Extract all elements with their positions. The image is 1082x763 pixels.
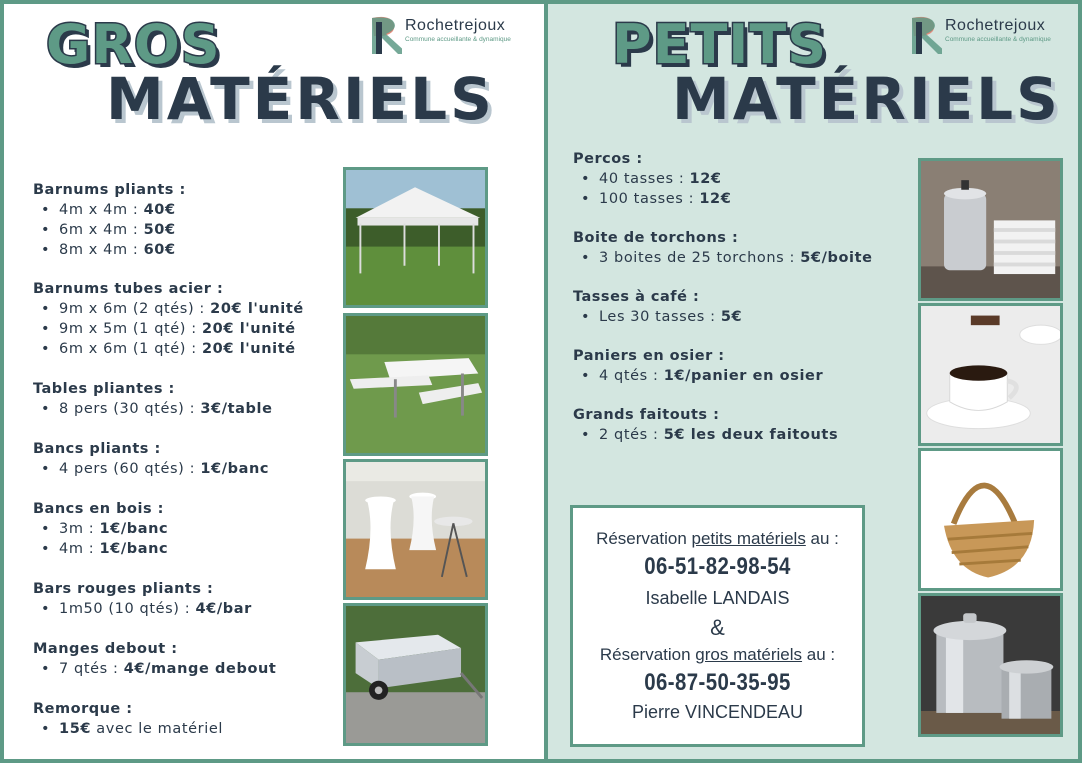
ampersand: & bbox=[710, 615, 725, 640]
section-bars-rouges-pliants bbox=[33, 579, 333, 619]
photo-remorque-trailer bbox=[343, 603, 488, 746]
photo-wicker-basket bbox=[918, 448, 1063, 591]
section-title: Bancs en bois : bbox=[33, 501, 164, 517]
logo-name: Rochetrejoux bbox=[945, 17, 1046, 34]
list-item: • 9m x 6m (2 qtés) : 20€ l'unité bbox=[41, 301, 304, 317]
section-percos bbox=[573, 149, 913, 209]
section-paniers-en-osier bbox=[573, 346, 913, 386]
section-title: Tasses à café : bbox=[573, 289, 700, 305]
list-item: • 4 qtés : 1€/panier en osier bbox=[581, 368, 824, 384]
phone-gros-materiels[interactable]: 06-87-50-35-95 bbox=[644, 669, 791, 696]
list-item: • 8 pers (30 qtés) : 3€/table bbox=[41, 401, 273, 417]
petits-materiels-link: petits matériels bbox=[691, 529, 806, 548]
section-grands-faitouts bbox=[573, 405, 913, 445]
section-barnums-tubes-acier bbox=[33, 279, 333, 359]
photo-percolateur bbox=[918, 158, 1063, 301]
list-item: • 3m : 1€/banc bbox=[41, 521, 169, 537]
petits-materiels-list bbox=[573, 149, 913, 445]
section-bancs-pliants bbox=[33, 439, 333, 479]
title-materiels-right: MATÉRIELS bbox=[672, 65, 1061, 133]
list-item: • 1m50 (10 qtés) : 4€/bar bbox=[41, 601, 252, 617]
logo-name: Rochetrejoux bbox=[405, 17, 506, 34]
section-boite-de-torchons bbox=[573, 228, 913, 268]
section-title: Paniers en osier : bbox=[573, 348, 725, 364]
list-item: • 6m x 4m : 50€ bbox=[41, 222, 176, 238]
list-item: • 8m x 4m : 60€ bbox=[41, 242, 176, 258]
list-item: • 15€ avec le matériel bbox=[41, 721, 223, 737]
gros-materiels-list bbox=[33, 180, 333, 739]
reservation-gros-label: Réservation gros matériels au : bbox=[599, 645, 836, 664]
list-item: • 4 pers (60 qtés) : 1€/banc bbox=[41, 461, 270, 477]
list-item: • 40 tasses : 12€ bbox=[581, 171, 722, 187]
section-barnums-pliants bbox=[33, 180, 333, 260]
logo-tagline: Commune accueillante & dynamique bbox=[945, 36, 1051, 43]
logo-mark-icon bbox=[368, 14, 402, 58]
title-gros: GROS bbox=[46, 13, 221, 76]
contact-name-pierre: Pierre VINCENDEAU bbox=[631, 702, 804, 722]
photo-barnum-tent bbox=[343, 167, 488, 308]
photo-coffee-cup bbox=[918, 303, 1063, 446]
brand-logo-left bbox=[368, 14, 511, 58]
list-item: • 4m x 4m : 40€ bbox=[41, 202, 176, 218]
logo-mark-icon bbox=[908, 14, 942, 58]
list-item: • 7 qtés : 4€/mange debout bbox=[41, 661, 277, 677]
section-title: Percos : bbox=[573, 151, 643, 167]
contact-name-isabelle: Isabelle LANDAIS bbox=[645, 588, 790, 608]
section-title: Barnums tubes acier : bbox=[33, 281, 224, 297]
section-manges-debout bbox=[33, 639, 333, 679]
section-title: Bancs pliants : bbox=[33, 441, 161, 457]
list-item: • 4m : 1€/banc bbox=[41, 541, 169, 557]
logo-tagline: Commune accueillante & dynamique bbox=[405, 36, 511, 43]
photo-mange-debout bbox=[343, 459, 488, 600]
section-title: Grands faitouts : bbox=[573, 407, 720, 423]
section-title: Bars rouges pliants : bbox=[33, 581, 214, 597]
list-item: • Les 30 tasses : 5€ bbox=[581, 309, 743, 325]
list-item: • 3 boites de 25 torchons : 5€/boite bbox=[581, 250, 873, 266]
photo-folding-table bbox=[343, 313, 488, 456]
section-title: Boite de torchons : bbox=[573, 230, 739, 246]
list-item: • 100 tasses : 12€ bbox=[581, 191, 732, 207]
photo-stockpots bbox=[918, 593, 1063, 737]
section-tables-pliantes bbox=[33, 379, 333, 419]
list-item: • 9m x 5m (1 qté) : 20€ l'unité bbox=[41, 321, 296, 337]
section-remorque bbox=[33, 699, 333, 739]
phone-petits-materiels[interactable]: 06-51-82-98-54 bbox=[644, 553, 791, 580]
title-materiels-left: MATÉRIELS bbox=[106, 65, 495, 133]
section-title: Barnums pliants : bbox=[33, 182, 186, 198]
list-item: • 6m x 6m (1 qté) : 20€ l'unité bbox=[41, 341, 296, 357]
title-petits: PETITS bbox=[612, 13, 828, 76]
reservation-box bbox=[570, 505, 865, 747]
list-item: • 2 qtés : 5€ les deux faitouts bbox=[581, 427, 839, 443]
brand-logo-right bbox=[908, 14, 1051, 58]
section-tasses-a-cafe bbox=[573, 287, 913, 327]
section-title: Tables pliantes : bbox=[33, 381, 175, 397]
section-title: Remorque : bbox=[33, 701, 133, 717]
reservation-petits-label: Réservation petits matériels au : bbox=[596, 529, 839, 548]
section-title: Manges debout : bbox=[33, 641, 178, 657]
section-bancs-en-bois bbox=[33, 499, 333, 559]
gros-materiels-link: gros matériels bbox=[695, 645, 803, 664]
